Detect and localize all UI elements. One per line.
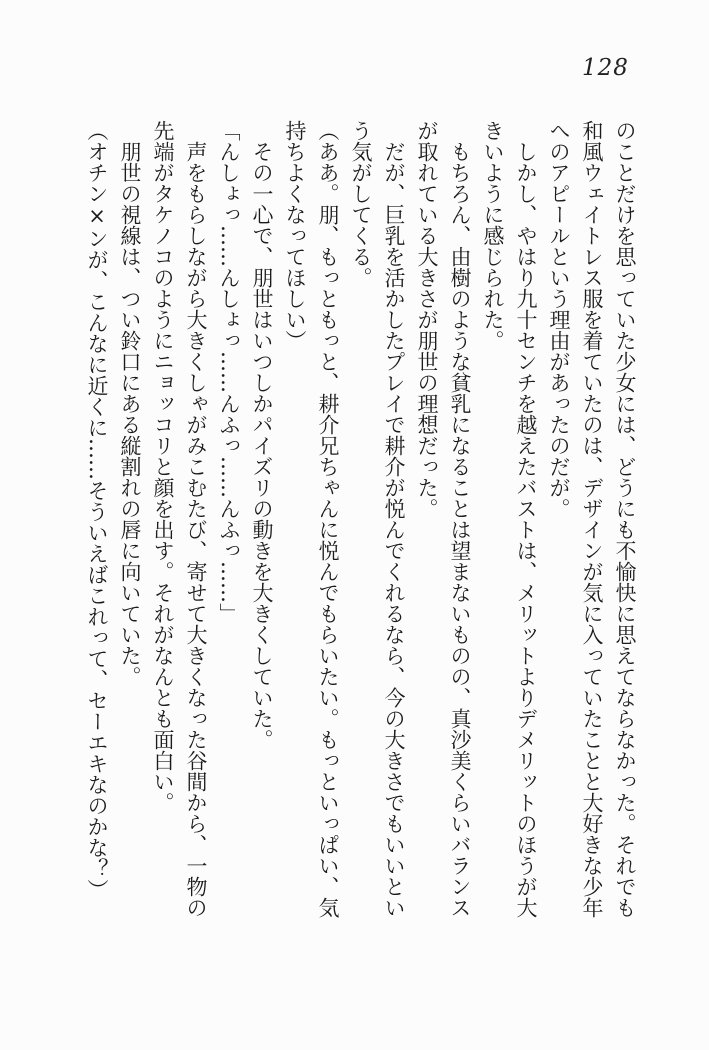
paragraph: 朋世の視線は、つい鈴口にある縦割れの唇に向いていた。 [118,141,142,687]
paragraph: しかし、やはり九十センチを越えたバストは、メリットよりデメリットのほうが大きいように感じられた。 [481,120,538,918]
paragraph: もちろん、由樹のような貧乳になることは望まないものの、真沙美くらいバランスが取れている大きさが朋世の理想だった。 [415,120,472,918]
page-text-body [79,120,641,918]
paragraph: だが、巨乳を活かしたプレイで耕介が悦んでくれるなら、今の大きさでもいいという気がしてくる。 [349,120,406,918]
paragraph: （ああ。朋、もっともっと、耕介兄ちゃんに悦んでもらいたい。もっといっぱい、気持ちよくなってほしい） [283,120,340,918]
paragraph: のことだけを思っていた少女には、どうにも不愉快に思えてならなかった。それでも和風ウェイトレス服を着ていたのは、デザインが気に入っていたことと大好きな少年へのアピールという理由があったのだが。 [547,120,637,918]
paragraph: 「んしょっ……んしょっ……んふっ……んふっ……」 [217,120,241,624]
paragraph: 声をもらしながら大きくしゃがみこむたび、寄せて大きくなった谷間から、一物の先端がタケノコのようにニョッコリと顔を出す。それがなんとも面白い。 [151,120,208,918]
paragraph: （オチン×ンが、こんなに近くに……そういえばこれって、セーエキなのかな？） [85,120,109,900]
paragraph: その一心で、朋世はいつしかパイズリの動きを大きくしていた。 [250,141,274,750]
page-number: 128 [582,55,629,81]
